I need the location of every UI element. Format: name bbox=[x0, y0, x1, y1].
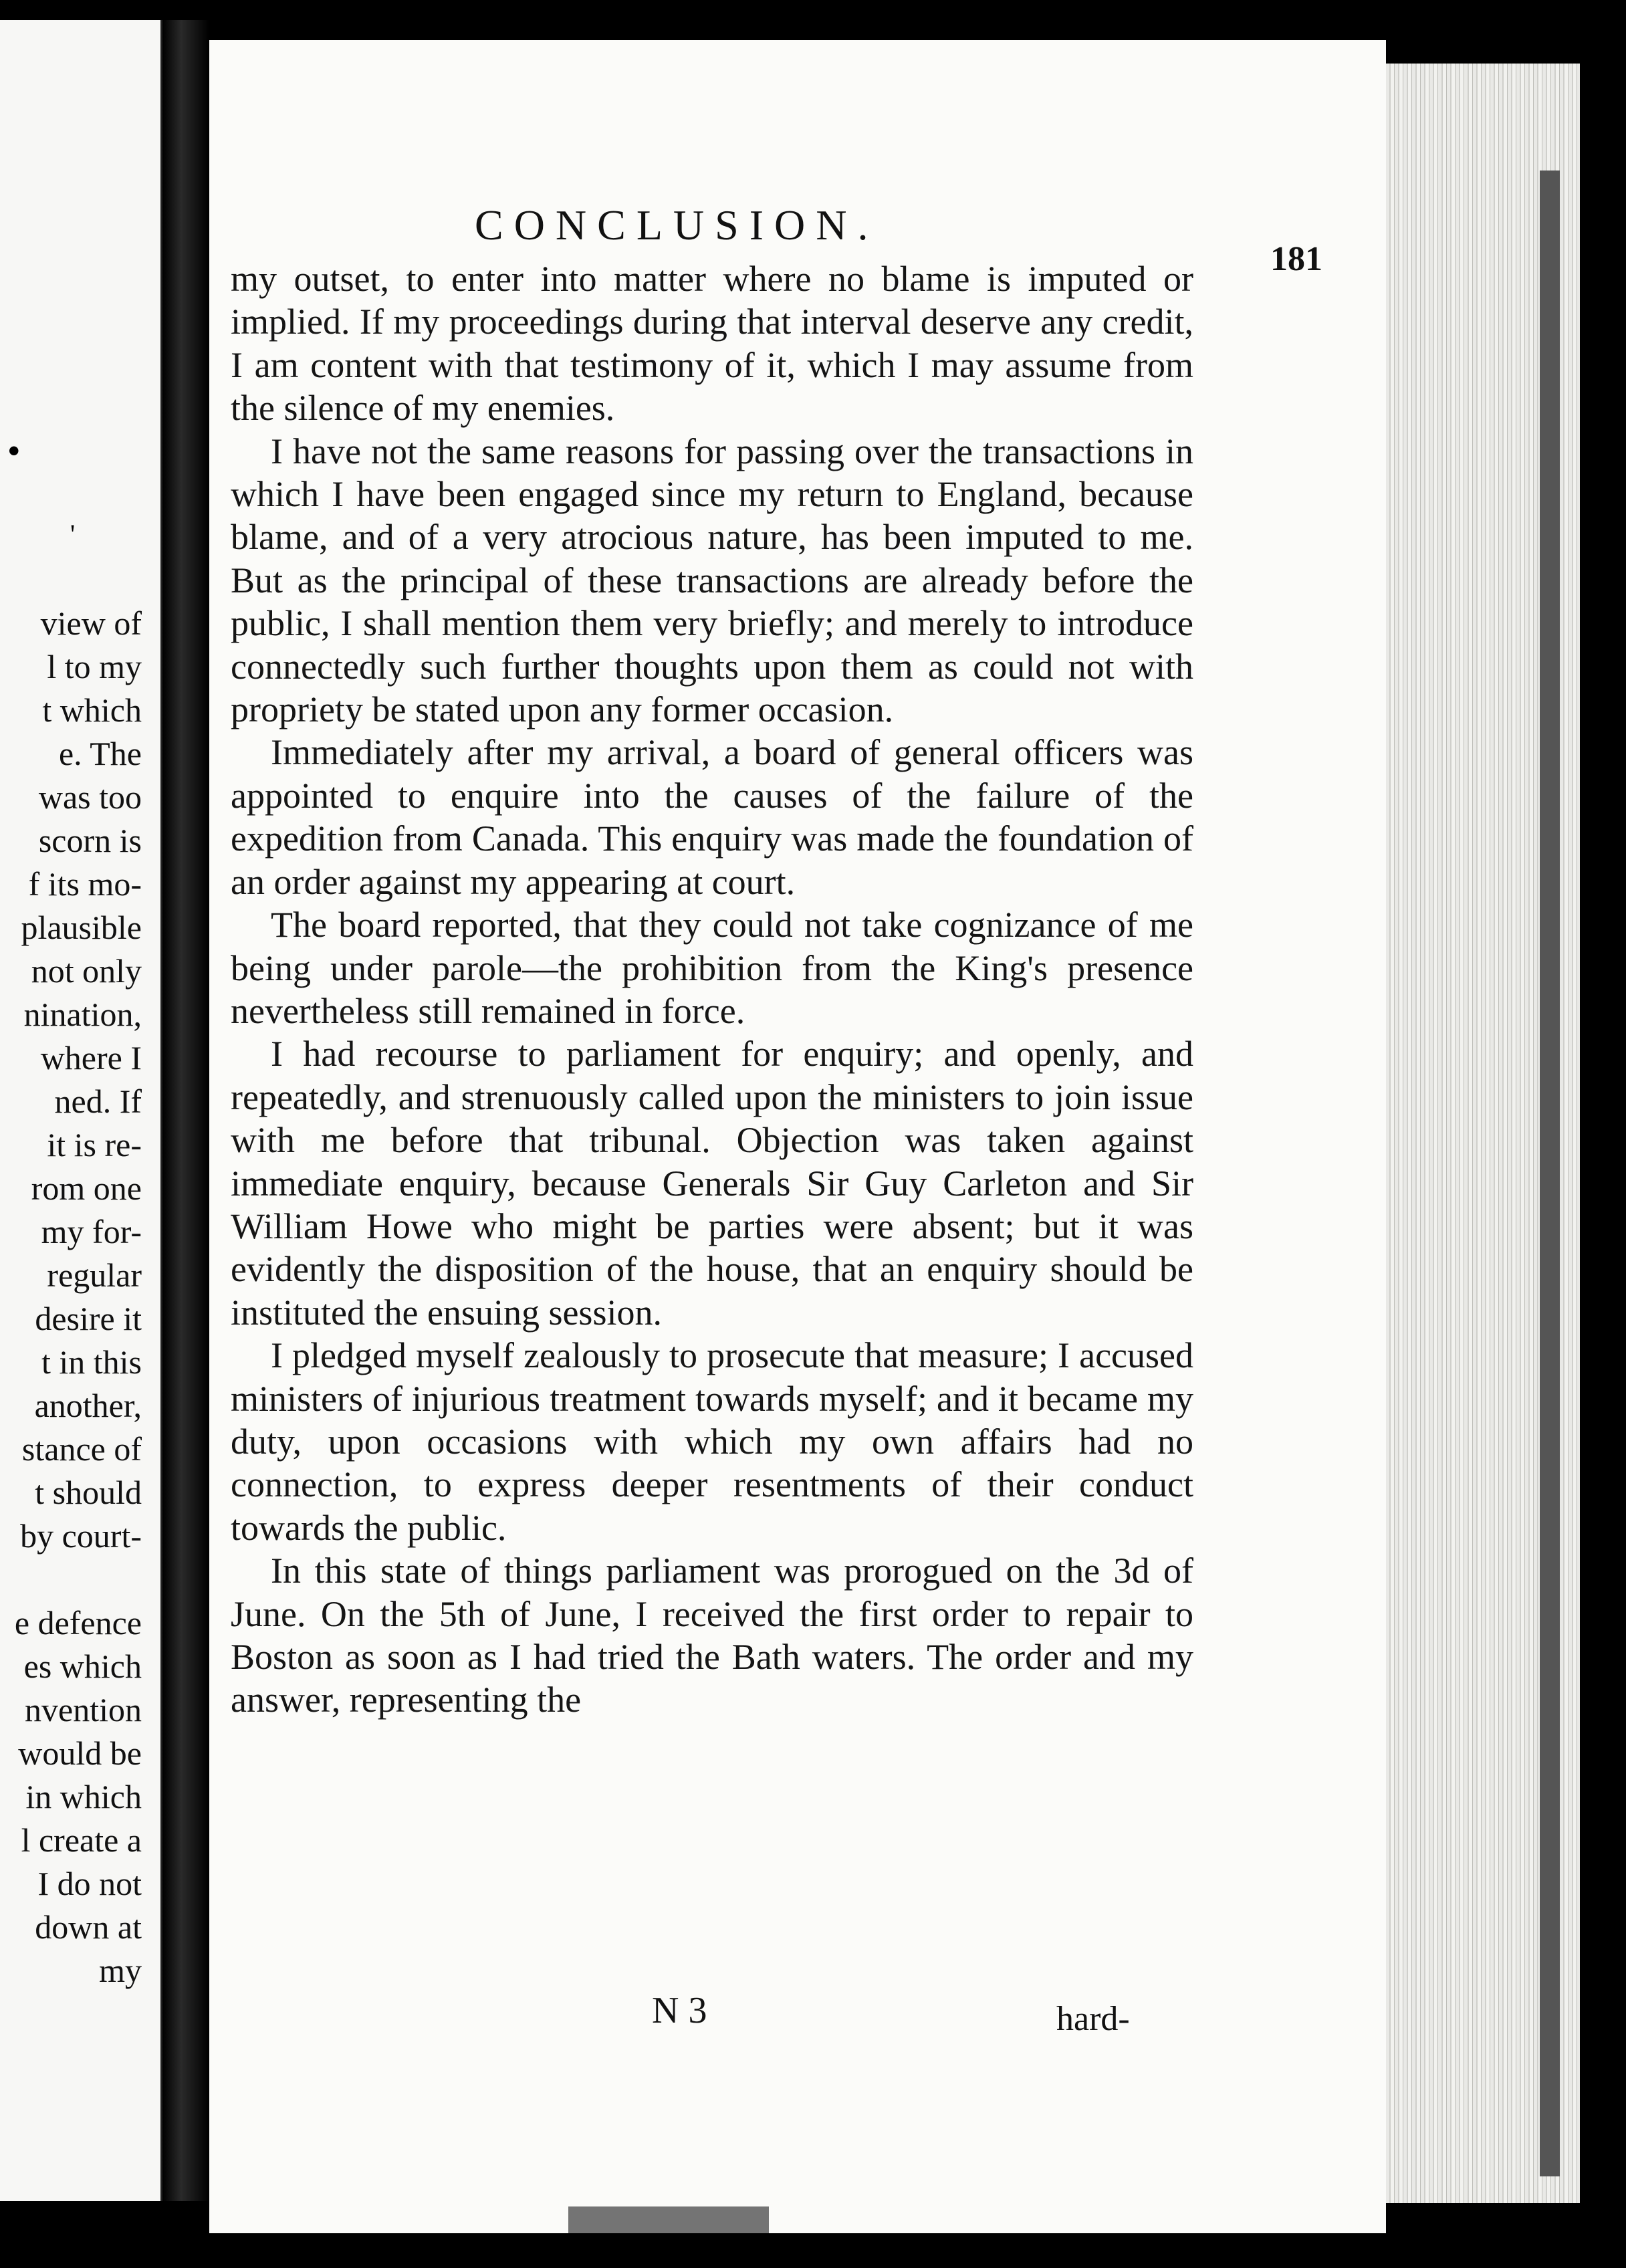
left-page-line: scorn is bbox=[38, 822, 142, 859]
paragraph: I pledged myself zealously to prosecute that measure; I accused ministers of injurious treatment towards myself; and it became my duty, upon occasions with which my own affairs had no connection, to express deeper resentments of their conduct towards the public. bbox=[231, 1335, 1193, 1548]
fore-edge-shadow bbox=[1540, 171, 1560, 2176]
left-page-line: t in this bbox=[41, 1343, 142, 1381]
left-page-mark-small: ' bbox=[70, 519, 76, 549]
catchword: hard- bbox=[1056, 2000, 1130, 2038]
left-page bbox=[0, 20, 162, 2201]
left-page-line: f its mo- bbox=[28, 865, 142, 903]
body-text bbox=[231, 257, 1193, 1722]
left-page-line: I do not bbox=[37, 1865, 142, 1902]
left-page-line: rom one bbox=[31, 1169, 142, 1207]
left-page-line: l create a bbox=[21, 1821, 142, 1859]
paragraph: In this state of things parliament was prorogued on the 3d of June. On the 5th of June, I received the first order to repair to Boston as soon as I had tried the Bath waters. The order and my answer, representing the bbox=[231, 1551, 1193, 1720]
left-page-line: where I bbox=[40, 1039, 142, 1076]
left-page-line: would be bbox=[18, 1734, 142, 1772]
left-page-line: it is re- bbox=[47, 1126, 142, 1163]
left-page-line: es which bbox=[23, 1648, 142, 1685]
left-page-line: nination, bbox=[23, 996, 142, 1033]
left-page-line: plausible bbox=[21, 909, 142, 946]
left-page-line: was too bbox=[38, 778, 142, 816]
paragraph: my outset, to enter into matter where no blame is imputed or implied. If my proceedings during that interval deserve any credit, I am content with that testimony of it, which I may assume from the silence of my enemies. bbox=[231, 259, 1193, 429]
paragraph: The board reported, that they could not take cognizance of me being under parole—the prohibition from the King's presence nevertheless still remained in force. bbox=[231, 905, 1193, 1031]
left-page-line: my for- bbox=[41, 1213, 142, 1250]
signature-mark: N 3 bbox=[652, 1990, 707, 2031]
left-page-line: my bbox=[99, 1952, 142, 1989]
left-page-line: ned. If bbox=[54, 1083, 142, 1120]
left-page-line: view of bbox=[40, 604, 142, 642]
left-page-line: e defence bbox=[14, 1604, 142, 1641]
left-page-line: l to my bbox=[47, 648, 142, 685]
left-page-line: in which bbox=[25, 1778, 142, 1815]
paragraph: I have not the same reasons for passing over the transactions in which I have been engaged since my return to England, because blame, and of a very atrocious nature, has been imputed to me. But as the principal of these transactions are already before the public, I shall mention them very briefly; and merely to introduce connectedly such further thoughts upon them as could not with propriety be stated upon any former occasion. bbox=[231, 431, 1193, 730]
left-page-line: stance of bbox=[21, 1430, 142, 1468]
left-page-line: not only bbox=[31, 952, 142, 990]
left-page-line: nvention bbox=[25, 1691, 142, 1728]
left-page-line: t which bbox=[42, 691, 142, 729]
bottom-shadow bbox=[568, 2206, 769, 2233]
paragraph: Immediately after my arrival, a board of general officers was appointed to enquire into the causes of the failure of the expedition from Canada. This enquiry was made the foundation of an order against my appearing at court. bbox=[231, 732, 1193, 902]
left-page-line: down at bbox=[35, 1908, 142, 1946]
left-page-mark: • bbox=[8, 432, 20, 469]
left-page-line: regular bbox=[47, 1256, 142, 1294]
left-page-line: desire it bbox=[35, 1300, 142, 1337]
left-page-line: by court- bbox=[20, 1517, 142, 1555]
running-header: CONCLUSION. bbox=[475, 201, 879, 249]
page-fore-edge bbox=[1386, 64, 1580, 2203]
left-page-line: e. The bbox=[58, 735, 142, 772]
left-page-text bbox=[1, 602, 142, 1993]
paragraph: I had recourse to parliament for enquiry; and openly, and repeatedly, and strenuously called upon the ministers to join issue with me before that tribunal. Objection was taken against immediate enquiry, because Generals Sir Guy Carleton and Sir William Howe who might be parties were absent; but it was evidently the disposition of the house, that an enquiry should be instituted the ensuing session. bbox=[231, 1034, 1193, 1333]
left-page-line: t should bbox=[35, 1474, 142, 1511]
page-number: 181 bbox=[1270, 240, 1322, 278]
left-page-line bbox=[1, 1558, 142, 1601]
book-gutter bbox=[162, 20, 209, 2201]
left-page-line: another, bbox=[34, 1387, 142, 1424]
